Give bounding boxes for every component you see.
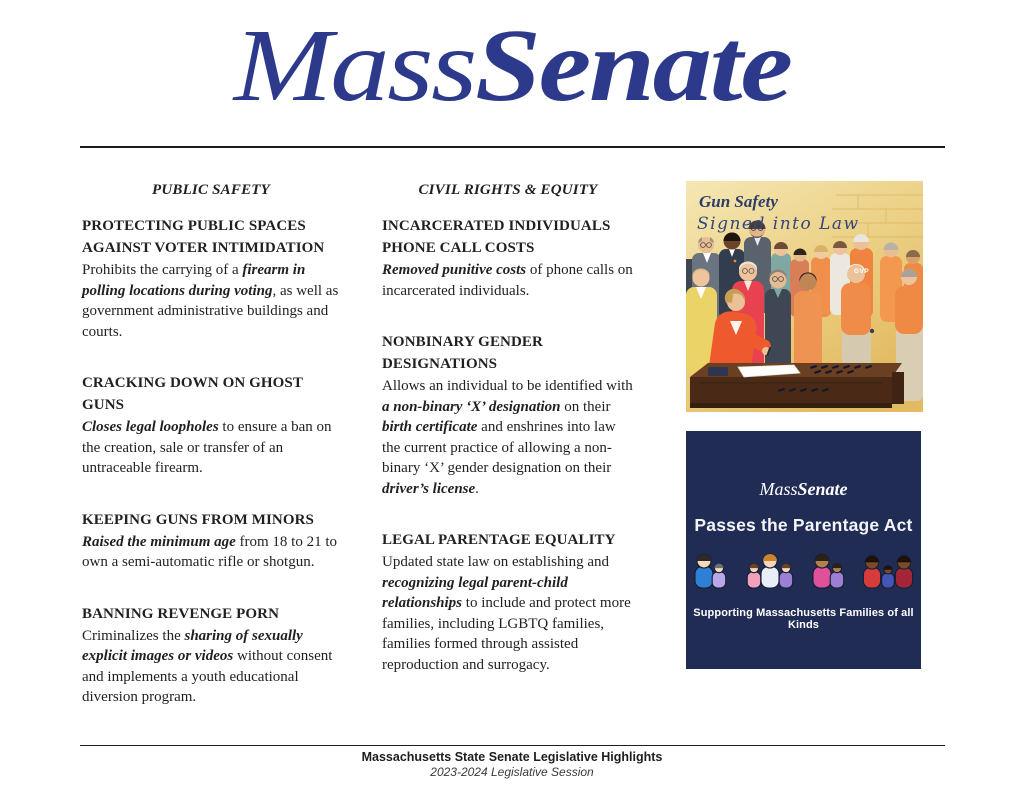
- section-body: Criminalizes the sharing of sexually explicit images or videos without consent and implements a youth educational diversion program.: [82, 627, 333, 705]
- footer-title: Massachusetts State Senate Legislative Highlights: [361, 750, 663, 764]
- section-body: Raised the minimum age from 18 to 21 to own a semi-automatic rifle or shotgun.: [82, 533, 338, 570]
- photo-caption-script: Signed into Law: [697, 214, 860, 234]
- section-heading: CRACKING DOWN ON GHOST GUNS: [82, 375, 303, 413]
- legislation-section: [82, 215, 340, 342]
- column-civil-rights-equity: [382, 182, 634, 705]
- gun-safety-signing-photo: [686, 181, 923, 412]
- section-heading: KEEPING GUNS FROM MINORS: [82, 511, 314, 528]
- bill-signing-scene: [686, 181, 923, 412]
- section-heading: INCARCERATED INDIVIDUALS PHONE CALL COSTS: [382, 218, 611, 256]
- footer-divider: [80, 745, 945, 746]
- family-light-skin-three-icon: [742, 546, 798, 595]
- family-medium-skin-two-icon: [809, 546, 849, 595]
- category-heading: CIVIL RIGHTS & EQUITY: [418, 182, 598, 198]
- column-public-safety: [82, 182, 340, 738]
- family-dark-skin-three-icon: [860, 546, 916, 595]
- parentage-act-card: [686, 431, 921, 669]
- title-part-mass: Mass: [233, 8, 475, 123]
- legislation-section: [82, 603, 340, 708]
- card-brand: [686, 479, 921, 500]
- legislation-section: [82, 372, 340, 479]
- card-subline: Supporting Massachusetts Families of all Kinds: [693, 607, 914, 631]
- legislation-section: [82, 509, 340, 573]
- header-divider: [80, 146, 945, 148]
- footer: [0, 750, 1024, 779]
- card-brand-mass: Mass: [759, 479, 798, 499]
- footer-session: 2023-2024 Legislative Session: [430, 765, 594, 779]
- photo-caption-title: Gun Safety: [699, 192, 778, 211]
- legislation-section: [382, 529, 634, 675]
- gvp-shirt-text: GVP: [854, 268, 870, 275]
- section-heading: PROTECTING PUBLIC SPACES AGAINST VOTER INTIMIDATION: [82, 218, 325, 256]
- section-heading: LEGAL PARENTAGE EQUALITY: [382, 532, 616, 548]
- section-body: Removed punitive costs of phone calls on incarcerated individuals.: [382, 262, 633, 299]
- family-light-skin-two-icon: [691, 546, 731, 595]
- legislation-section: [382, 215, 634, 301]
- title-part-senate: Senate: [474, 8, 791, 123]
- section-heading: BANNING REVENGE PORN: [82, 605, 280, 622]
- category-heading: PUBLIC SAFETY: [151, 182, 271, 198]
- card-brand-senate: Senate: [797, 479, 848, 499]
- section-body: Updated state law on establishing and recognizing legal parent-child relationships to include and protect more families, including LGBTQ families, families formed through assisted reproduction and surrogacy.: [382, 554, 631, 673]
- page-title: [0, 8, 1024, 123]
- family-emoji-row: [686, 551, 921, 595]
- section-body: Allows an individual to be identified with a non-binary ‘X’ designation on their birth certificate and enshrines into law the current practice of allowing a non-binary ‘X’ gender designation on their driver’s license.: [382, 378, 633, 497]
- section-body: Prohibits the carrying of a firearm in polling locations during voting, as well as government administrative buildings and courts.: [82, 262, 339, 340]
- section-heading: NONBINARY GENDER DESIGNATIONS: [382, 334, 543, 372]
- section-body: Closes legal loopholes to ensure a ban on the creation, sale or transfer of an untraceable firearm.: [82, 419, 332, 476]
- legislation-section: [382, 331, 634, 499]
- masthead: [0, 8, 1024, 123]
- card-headline: Passes the Parentage Act: [694, 515, 913, 535]
